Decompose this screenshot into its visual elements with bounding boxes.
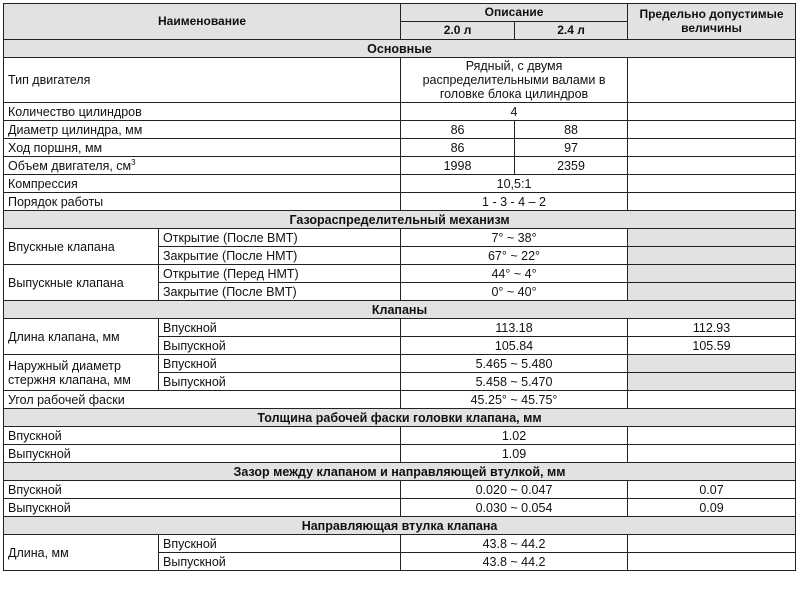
valve-length-ex-limit: 105.59 [628, 337, 796, 355]
stroke-label: Ход поршня, мм [4, 139, 401, 157]
face-angle-label: Угол рабочей фаски [4, 391, 401, 409]
table-row [4, 391, 796, 409]
stem-ex-limit [628, 373, 796, 391]
guide-ex-label: Выпускной [159, 553, 401, 571]
seat-in-label: Впускной [4, 427, 401, 445]
cylinders-label: Количество цилиндров [4, 103, 401, 121]
intake-open-value: 7° ~ 38° [401, 229, 628, 247]
face-angle-limit [628, 391, 796, 409]
table-row [4, 499, 796, 517]
guide-in-value: 43.8 ~ 44.2 [401, 535, 628, 553]
stroke-24: 97 [515, 139, 628, 157]
displacement-unit-sup: 3 [131, 157, 136, 167]
firing-order-limit [628, 193, 796, 211]
valve-length-ex-label: Выпускной [159, 337, 401, 355]
engine-type-value: Рядный, с двумя распределительными валами в головке блока цилиндров [401, 58, 628, 103]
valve-length-in-label: Впускной [159, 319, 401, 337]
stroke-limit [628, 139, 796, 157]
stem-ex-label: Выпускной [159, 373, 401, 391]
header-col-20: 2.0 л [401, 22, 515, 40]
exhaust-open-label: Открытие (Перед НМТ) [159, 265, 401, 283]
table-row [4, 427, 796, 445]
seat-in-value: 1.02 [401, 427, 628, 445]
clearance-in-value: 0.020 ~ 0.047 [401, 481, 628, 499]
intake-close-value: 67° ~ 22° [401, 247, 628, 265]
valve-length-in-limit: 112.93 [628, 319, 796, 337]
header-description: Описание [401, 4, 628, 22]
firing-order-label: Порядок работы [4, 193, 401, 211]
stem-in-limit [628, 355, 796, 373]
table-row [4, 175, 796, 193]
table-row [4, 157, 796, 175]
displacement-label: Объем двигателя, см [8, 158, 132, 173]
guide-in-limit [628, 535, 796, 553]
table-row [4, 229, 796, 247]
stem-diameter-label: Наружный диаметр стержня клапана, мм [4, 355, 159, 391]
displacement-label-cell [4, 157, 401, 175]
displacement-24: 2359 [515, 157, 628, 175]
section-guide: Направляющая втулка клапана [4, 517, 796, 535]
clearance-ex-value: 0.030 ~ 0.054 [401, 499, 628, 517]
exhaust-close-label: Закрытие (После ВМТ) [159, 283, 401, 301]
bore-label: Диаметр цилиндра, мм [4, 121, 401, 139]
table-row [4, 58, 796, 103]
intake-close-label: Закрытие (После НМТ) [159, 247, 401, 265]
compression-limit [628, 175, 796, 193]
guide-ex-value: 43.8 ~ 44.2 [401, 553, 628, 571]
exhaust-open-value: 44° ~ 4° [401, 265, 628, 283]
firing-order-value: 1 - 3 - 4 – 2 [401, 193, 628, 211]
section-clearance: Зазор между клапаном и направляющей втулкой, мм [4, 463, 796, 481]
section-main: Основные [4, 40, 796, 58]
exhaust-close-value: 0° ~ 40° [401, 283, 628, 301]
intake-valves-label: Впускные клапана [4, 229, 159, 265]
guide-length-label: Длина, мм [4, 535, 159, 571]
face-angle-value: 45.25° ~ 45.75° [401, 391, 628, 409]
table-row [4, 193, 796, 211]
engine-type-label: Тип двигателя [4, 58, 401, 103]
table-row [4, 535, 796, 553]
valve-length-label: Длина клапана, мм [4, 319, 159, 355]
valve-length-in-value: 113.18 [401, 319, 628, 337]
stem-in-value: 5.465 ~ 5.480 [401, 355, 628, 373]
table-row [4, 445, 796, 463]
displacement-20: 1998 [401, 157, 515, 175]
displacement-limit [628, 157, 796, 175]
intake-close-limit [628, 247, 796, 265]
table-row [4, 319, 796, 337]
clearance-in-label: Впускной [4, 481, 401, 499]
seat-in-limit [628, 427, 796, 445]
table-row [4, 139, 796, 157]
header-name: Наименование [4, 4, 401, 40]
exhaust-open-limit [628, 265, 796, 283]
bore-24: 88 [515, 121, 628, 139]
header-limit: Предельно допустимые величины [628, 4, 796, 40]
clearance-ex-limit: 0.09 [628, 499, 796, 517]
header-col-24: 2.4 л [515, 22, 628, 40]
seat-ex-label: Выпускной [4, 445, 401, 463]
valve-length-ex-value: 105.84 [401, 337, 628, 355]
intake-open-label: Открытие (После ВМТ) [159, 229, 401, 247]
stem-ex-value: 5.458 ~ 5.470 [401, 373, 628, 391]
compression-label: Компрессия [4, 175, 401, 193]
table-row [4, 481, 796, 499]
exhaust-valves-label: Выпускные клапана [4, 265, 159, 301]
guide-ex-limit [628, 553, 796, 571]
stem-in-label: Впускной [159, 355, 401, 373]
cylinders-limit [628, 103, 796, 121]
seat-ex-value: 1.09 [401, 445, 628, 463]
bore-20: 86 [401, 121, 515, 139]
clearance-ex-label: Выпускной [4, 499, 401, 517]
compression-value: 10,5:1 [401, 175, 628, 193]
table-row [4, 265, 796, 283]
table-row [4, 121, 796, 139]
guide-in-label: Впускной [159, 535, 401, 553]
intake-open-limit [628, 229, 796, 247]
section-valves: Клапаны [4, 301, 796, 319]
seat-ex-limit [628, 445, 796, 463]
bore-limit [628, 121, 796, 139]
cylinders-value: 4 [401, 103, 628, 121]
engine-spec-table [3, 3, 796, 571]
table-row [4, 355, 796, 373]
clearance-in-limit: 0.07 [628, 481, 796, 499]
exhaust-close-limit [628, 283, 796, 301]
table-row [4, 103, 796, 121]
stroke-20: 86 [401, 139, 515, 157]
section-timing: Газораспределительный механизм [4, 211, 796, 229]
engine-type-limit [628, 58, 796, 103]
section-seat: Толщина рабочей фаски головки клапана, мм [4, 409, 796, 427]
